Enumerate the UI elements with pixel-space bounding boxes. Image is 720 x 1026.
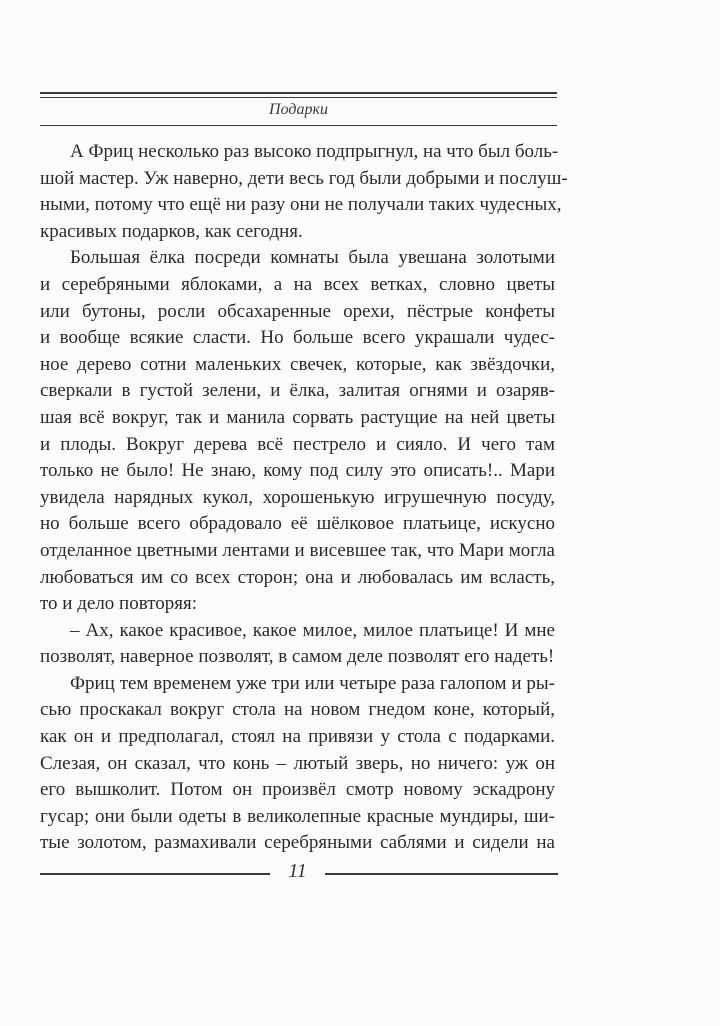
- header-rule-top-thin: [40, 97, 557, 98]
- text-line: ными, потому что ещё ни разу они не получали таких чудесных,: [40, 194, 562, 216]
- text-line: Фриц тем временем уже три или четыре раза галопом и ры-: [70, 672, 555, 694]
- text-line: Большая ёлка посреди комнаты была увешана золотыми: [70, 247, 555, 269]
- text-line: его вышколит. Потом он произвёл смотр новому эскадрону: [40, 779, 555, 801]
- text-line: и плоды. Вокруг дерева всё пестрело и сияло. И чего там: [40, 433, 555, 455]
- footer-rule-right: [325, 873, 558, 875]
- text-line: Слезая, он сказал, что конь – лютый зверь, но ничего: уж он: [40, 752, 555, 774]
- running-head: Подарки: [269, 101, 328, 118]
- body-text: [40, 139, 568, 857]
- header-rule-top: [40, 92, 557, 94]
- text-line: и вообще всякие сласти. Но больше всего украшали чудес-: [40, 327, 555, 349]
- text-line: позволят, наверное позволят, в самом деле позволят его надеть!: [40, 646, 555, 668]
- text-line: только не было! Не знаю, кому под силу это описать!.. Мари: [40, 460, 555, 482]
- text-line: или бутоны, росли обсахаренные орехи, пёстрые конфеты: [40, 300, 555, 322]
- text-line: ное дерево сотни маленьких свечек, которые, как звёздочки,: [40, 353, 555, 375]
- page-number: 11: [288, 860, 307, 882]
- text-line: гусар; они были одеты в великолепные красные мундиры, ши-: [40, 805, 555, 827]
- text-line: увидела нарядных кукол, хорошенькую игрушечную посуду,: [40, 486, 555, 508]
- text-line: А Фриц несколько раз высоко подпрыгнул, на что был боль-: [70, 141, 559, 162]
- footer-rule-left: [40, 873, 270, 875]
- text-line: как он и предполагал, стоял на привязи у стола с подарками.: [40, 726, 555, 748]
- header-rule-bottom: [40, 125, 557, 126]
- text-line: шой мастер. Уж наверно, дети весь год были добрыми и послуш-: [40, 167, 568, 189]
- text-line: сью проскакал вокруг стола на новом гнедом коне, который,: [40, 699, 555, 721]
- text-line: но больше всего обрадовало её шёлковое платьице, искусно: [40, 513, 555, 535]
- text-line: любоваться им со всех сторон; она и любовалась им всласть,: [40, 566, 555, 588]
- text-line: и серебряными яблоками, а на всех ветках, словно цветы: [40, 273, 555, 295]
- text-line: – Ах, какое красивое, какое милое, милое платьице! И мне: [70, 619, 555, 641]
- text-line: отделанное цветными лентами и висевшее так, что Мари могла: [40, 539, 555, 561]
- text-line: тые золотом, размахивали серебряными саблями и сидели на: [40, 832, 555, 854]
- text-line: красивых подарков, как сегодня.: [40, 220, 303, 242]
- text-line: сверкали в густой зелени, и ёлка, залитая огнями и озаряв-: [40, 380, 555, 402]
- text-line: шая всё вокруг, так и манила сорвать растущие на ней цветы: [40, 406, 555, 428]
- text-line: то и дело повторяя:: [40, 593, 198, 615]
